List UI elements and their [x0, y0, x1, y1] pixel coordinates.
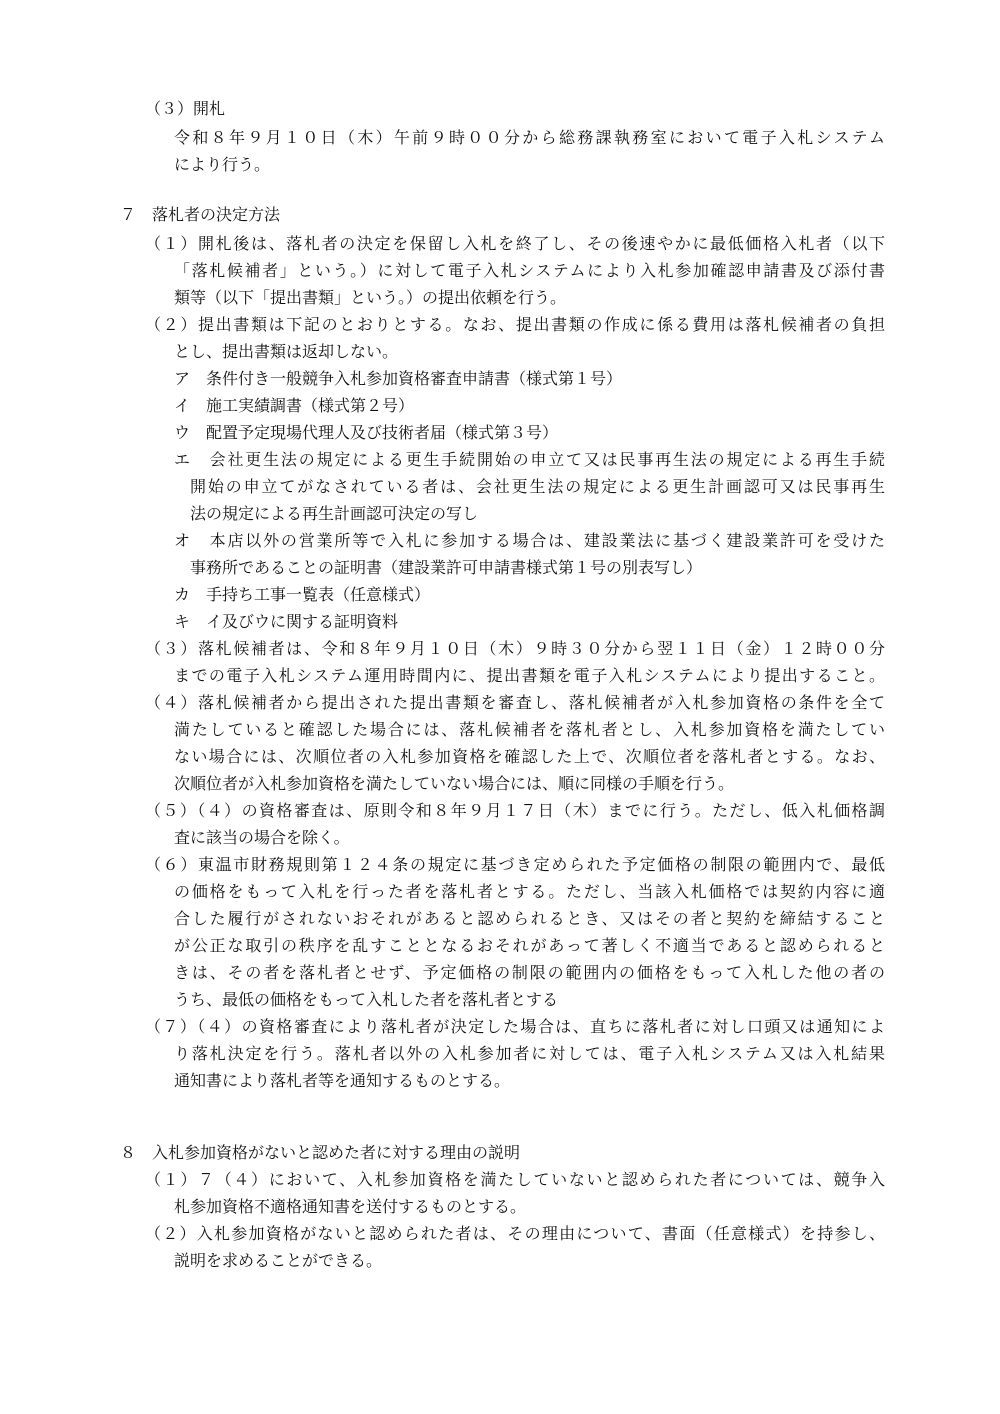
- paragraph-line: とし、提出書類は返却しない。: [174, 342, 399, 361]
- paragraph-line: 査に該当の場合を除く。: [174, 828, 350, 847]
- paragraph-line: 次順位者が入札参加資格を満たしていない場合には、順に同様の手順を行う。: [174, 774, 735, 793]
- paragraph-line: の価格をもって入札を行った者を落札者とする。ただし、当該入札価格では契約内容に適: [174, 882, 885, 901]
- paragraph-line: 説明を求めることができる。: [174, 1251, 383, 1270]
- paragraph-line: 事務所であることの証明書（建設業許可申請書様式第１号の別表写し）: [190, 558, 703, 577]
- list-item-8-2: （２）入札参加資格がないと認められた者は、その理由について、書面（任意様式）を持参し、: [145, 1224, 885, 1243]
- paragraph-line: 「落札候補者」という。）に対して電子入札システムにより入札参加確認申請書及び添付書: [174, 261, 885, 280]
- list-item-7-6: （６）東温市財務規則第１２４条の規定に基づき定められた予定価格の制限の範囲内で、最低: [145, 855, 885, 874]
- sub-item-e: エ 会社更生法の規定による更生手続開始の申立て又は民事再生法の規定による再生手続: [174, 450, 885, 469]
- sub-item-u: ウ 配置予定現場代理人及び技術者届（様式第３号）: [174, 423, 559, 442]
- sub-item-i: イ 施工実績調書（様式第２号）: [174, 396, 415, 415]
- sub-item-o: オ 本店以外の営業所等で入札に参加する場合は、建設業法に基づく建設業許可を受けた: [174, 531, 885, 550]
- section-heading-opening: （３）開札: [145, 99, 226, 118]
- paragraph-line: 合した履行がされないおそれがあると認められるとき、又はその者と契約を締結すること: [174, 909, 885, 928]
- list-item-7-4: （４）落札候補者から提出された提出書類を審査し、落札候補者が入札参加資格の条件を全て: [145, 693, 885, 712]
- paragraph-line: 通知書により落札者等を通知するものとする。: [174, 1071, 511, 1090]
- paragraph-line: 類等（以下「提出書類」という。）の提出依頼を行う。: [174, 288, 567, 307]
- paragraph-line: ない場合には、次順位者の入札参加資格を確認した上で、次順位者を落札者とする。なお、: [174, 747, 885, 766]
- paragraph-line: きは、その者を落札者とせず、予定価格の制限の範囲内の価格をもって入札した他の者の: [174, 963, 885, 982]
- list-item-7-5: （５）（４）の資格審査は、原則令和８年９月１７日（木）までに行う。ただし、低入札価格調: [145, 801, 885, 820]
- paragraph-line: 満たしていると確認した場合には、落札候補者を落札者とし、入札参加資格を満たしてい: [174, 720, 885, 739]
- paragraph-line: うち、最低の価格をもって入札した者を落札者とする: [174, 990, 559, 1009]
- list-item-7-1: （１）開札後は、落札者の決定を保留し入札を終了し、その後速やかに最低価格入札者（以下: [145, 234, 885, 253]
- list-item-7-7: （７）（４）の資格審査により落札者が決定した場合は、直ちに落札者に対し口頭又は通知によ: [145, 1017, 885, 1036]
- paragraph-line: 開始の申立てがなされている者は、会社更生法の規定による更生計画認可又は民事再生: [190, 477, 885, 496]
- paragraph-line: 令和８年９月１０日（木）午前９時００分から総務課執務室において電子入札システム: [174, 128, 885, 147]
- section-heading-7: ７ 落札者の決定方法: [120, 205, 281, 224]
- paragraph-line: 札参加資格不適格通知書を送付するものとする。: [174, 1197, 527, 1216]
- paragraph-line: までの電子入札システム運用時間内に、提出書類を電子入札システムにより提出すること。: [174, 666, 885, 685]
- paragraph-line: が公正な取引の秩序を乱すこととなるおそれがあって著しく不適当であると認められると: [174, 936, 885, 955]
- list-item-7-3: （３）落札候補者は、令和８年９月１０日（木）９時３０分から翌１１日（金）１２時００分: [145, 639, 885, 658]
- paragraph-line: り落札決定を行う。落札者以外の入札参加者に対しては、電子入札システム又は入札結果: [174, 1044, 885, 1063]
- paragraph-line: 法の規定による再生計画認可決定の写し: [190, 504, 479, 523]
- sub-item-ka: カ 手持ち工事一覧表（任意様式）: [174, 585, 431, 604]
- sub-item-ki: キ イ及びウに関する証明資料: [174, 612, 399, 631]
- list-item-7-2: （２）提出書類は下記のとおりとする。なお、提出書類の作成に係る費用は落札候補者の負担: [145, 315, 885, 334]
- paragraph-line: により行う。: [174, 155, 271, 174]
- sub-item-a: ア 条件付き一般競争入札参加資格審査申請書（様式第１号）: [174, 369, 623, 388]
- section-heading-8: ８ 入札参加資格がないと認めた者に対する理由の説明: [120, 1143, 521, 1162]
- list-item-8-1: （１）７（４）において、入札参加資格を満たしていないと認められた者については、競争入: [145, 1170, 885, 1189]
